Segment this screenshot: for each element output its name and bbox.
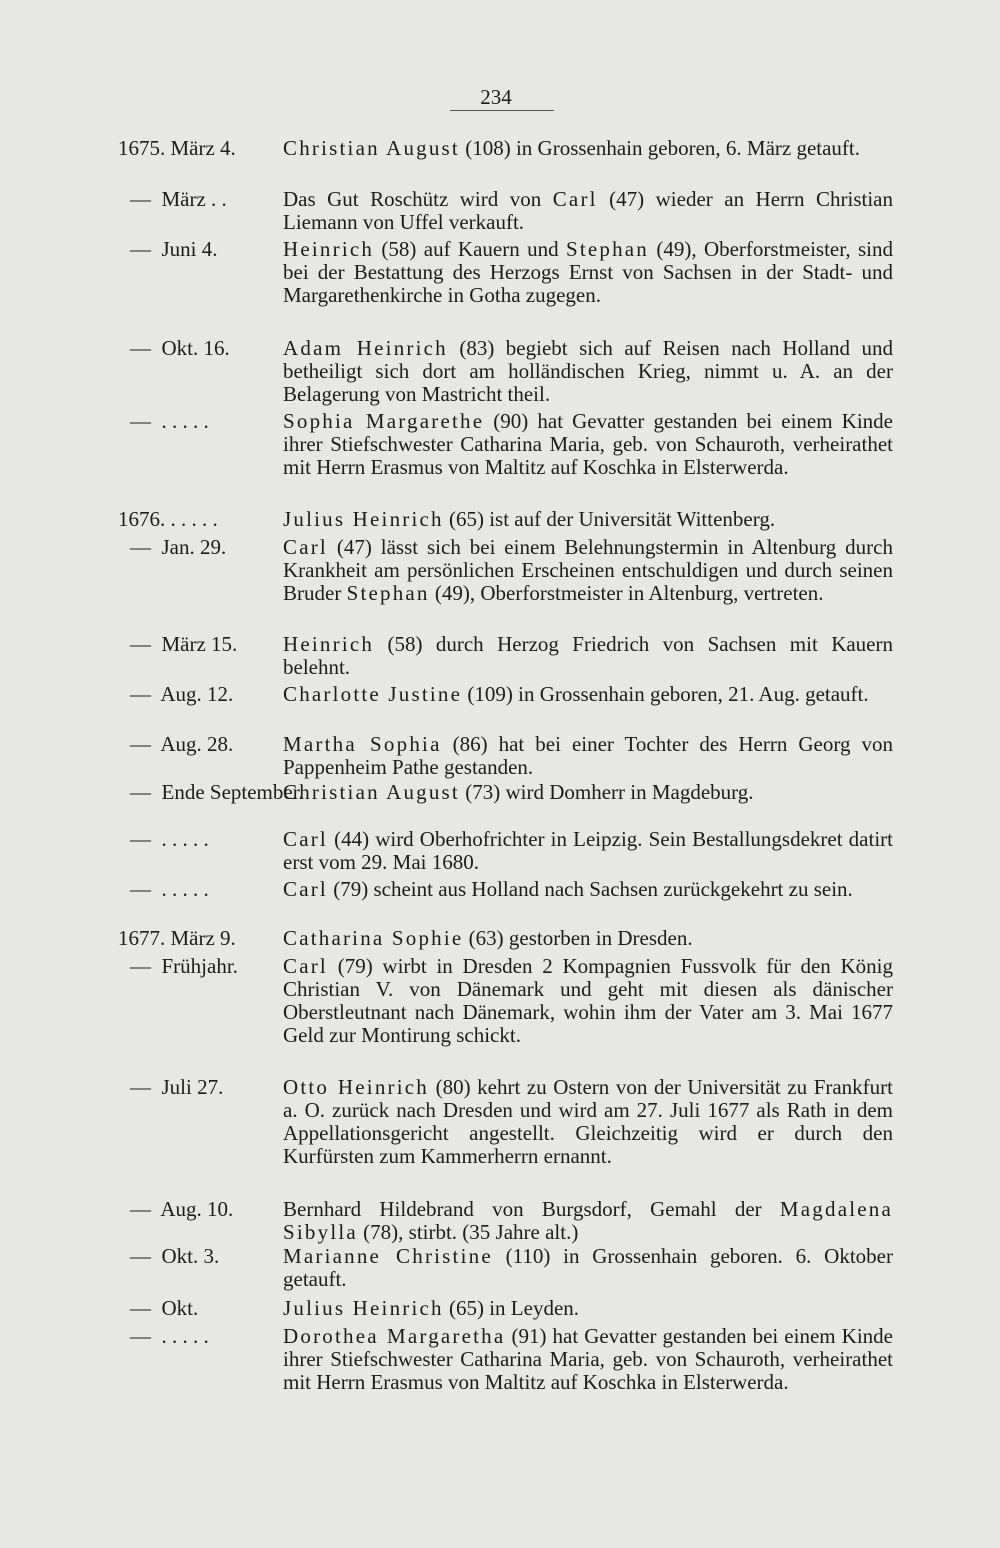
- entry-text: [283, 337, 893, 406]
- entry-text: [283, 683, 893, 706]
- entry-text: [283, 536, 893, 605]
- entry-text: [283, 188, 893, 234]
- entry-date: — Juni 4.: [130, 237, 218, 261]
- entry-date: 1677. März 9.: [118, 926, 236, 950]
- entry-text-run: (65) in Leyden.: [443, 1296, 580, 1320]
- entry-date: — Okt. 16.: [130, 336, 230, 360]
- entry-text-run: (109) in Grossenhain geboren, 21. Aug. getauft.: [462, 682, 869, 706]
- entry-date: — Okt. 3.: [130, 1244, 220, 1268]
- person-name: Stephan: [565, 237, 649, 261]
- entry-date: — Juli 27.: [130, 1075, 224, 1099]
- person-name: Julius Heinrich: [283, 507, 444, 531]
- entry-text: [283, 927, 893, 950]
- person-name: Christian August: [283, 780, 460, 804]
- person-name: Otto Heinrich: [283, 1075, 429, 1099]
- entry-text-run: (90) hat Gevatter gestanden bei einem Kinde ihrer Stiefschwester Catharina Maria, geb. von Schauroth, verheirathet mit Herrn Erasmus von Maltitz auf Koschka in Elsterwerda.: [283, 409, 893, 479]
- person-name: Stephan: [346, 581, 430, 605]
- entry-date: — . . . . .: [130, 1324, 209, 1348]
- person-name: Marianne Christine: [283, 1244, 493, 1268]
- entry-text-run: (91) hat Gevatter gestanden bei einem Kinde ihrer Stiefschwester Catharina Maria, geb. von Schauroth, verheirathet mit Herrn Erasmus von Maltitz auf Koschka in Elsterwerda.: [283, 1324, 893, 1394]
- entry-date: — . . . . .: [130, 877, 209, 901]
- entry-text: [283, 1076, 893, 1168]
- entry-text-run: (49), Oberforstmeister in Altenburg, vertreten.: [429, 581, 824, 605]
- person-name: Magdalena Sibylla: [283, 1197, 893, 1244]
- entry-date: — Ende September.: [130, 780, 304, 804]
- entry-text: [283, 1297, 893, 1320]
- person-name: Carl: [283, 954, 328, 978]
- entry-text: [283, 781, 893, 804]
- person-name: Carl: [283, 827, 328, 851]
- entry-date: — Aug. 12.: [130, 682, 234, 706]
- entry-text: [283, 1198, 893, 1244]
- person-name: Carl: [283, 877, 328, 901]
- person-name: Heinrich: [283, 632, 375, 656]
- person-name: Charlotte Justine: [283, 682, 463, 706]
- entry-text-run: (58) auf Kauern und: [374, 237, 566, 261]
- entry-text: [283, 828, 893, 874]
- entry-text-run: (73) wird Domherr in Magdeburg.: [459, 780, 754, 804]
- entry-text: [283, 238, 893, 307]
- entry-text: [283, 955, 893, 1047]
- page-number-rule: [450, 110, 554, 111]
- entry-text-run: (44) wird Oberhofrichter in Leipzig. Sein Bestallungsdekret datirt erst vom 29. Mai 1680.: [283, 827, 893, 874]
- entry-text-run: (58) durch Herzog Friedrich von Sachsen mit Kauern belehnt.: [283, 632, 893, 679]
- entry-text-run: (108) in Grossenhain geboren, 6. März getauft.: [459, 136, 861, 160]
- entry-date: — Okt.: [130, 1296, 199, 1320]
- entry-text: [283, 1245, 893, 1291]
- entry-text-run: (49), Oberforstmeister, sind bei der Bestattung des Herzogs Ernst von Sachsen in der Stadt- und Margarethenkirche in Gotha zugegen.: [283, 237, 893, 307]
- entry-date: — Aug. 10.: [130, 1197, 234, 1221]
- person-name: Catharina Sophie: [283, 926, 464, 950]
- entry-text-run: (83) begiebt sich auf Reisen nach Holland und betheiligt sich dort am holländischen Krieg, nimmt u. A. an der Belagerung von Mastricht theil.: [283, 336, 893, 406]
- entry-text-run: Das Gut Roschütz wird von: [283, 187, 553, 211]
- entry-text-run: (63) gestorben in Dresden.: [463, 926, 693, 950]
- entry-text-run: (47) lässt sich bei einem Belehnungstermin in Altenburg durch Krankheit am persönlichen Erscheinen entschuldigen und durch seinen Bruder: [283, 535, 893, 605]
- entry-date: — Frühjahr.: [130, 954, 238, 978]
- entry-date: 1676. . . . . .: [118, 507, 218, 531]
- entry-text-run: (65) ist auf der Universität Wittenberg.: [443, 507, 776, 531]
- person-name: Julius Heinrich: [283, 1296, 444, 1320]
- person-name: Martha Sophia: [283, 732, 442, 756]
- entry-text-run: (110) in Grossenhain geboren. 6. Oktober getauft.: [283, 1244, 893, 1291]
- entry-text-run: (79) wirbt in Dresden 2 Kompagnien Fussvolk für den König Christian V. von Dänemark und geht mit diesen als dänischer Oberstleutnant nach Dänemark, wohin ihm der Vater am 3. Mai 1677 Geld zur Montirung schickt.: [283, 954, 893, 1047]
- entry-text-run: (47) wieder an Herrn Christian Liemann von Uffel verkauft.: [283, 187, 893, 234]
- entry-text: [283, 137, 893, 160]
- person-name: Dorothea Margaretha: [283, 1324, 506, 1348]
- person-name: Heinrich: [283, 237, 375, 261]
- entry-date: — März . .: [130, 187, 227, 211]
- person-name: Carl: [552, 187, 598, 211]
- entry-text-run: (78), stirbt. (35 Jahre alt.): [357, 1220, 579, 1244]
- entry-date: 1675. März 4.: [118, 136, 236, 160]
- person-name: Sophia Margarethe: [283, 409, 485, 433]
- entry-text-run: (80) kehrt zu Ostern von der Universität zu Frankfurt a. O. zurück nach Dresden und wird am 27. Juli 1677 als Rath in dem Appellationsgericht angestellt. Gleichzeitig wird er durch den Kurfürsten zum Kammerherrn ernannt.: [283, 1075, 894, 1168]
- entry-text-run: Bernhard Hildebrand von Burgsdorf, Gemahl der: [283, 1197, 780, 1221]
- entry-date: — . . . . .: [130, 827, 209, 851]
- page-number: 234: [480, 85, 512, 109]
- entry-text: [283, 878, 893, 901]
- entry-date: — . . . . .: [130, 409, 209, 433]
- person-name: Christian August: [283, 136, 460, 160]
- entry-text-run: (79) scheint aus Holland nach Sachsen zurückgekehrt zu sein.: [327, 877, 853, 901]
- entry-text: [283, 508, 893, 531]
- person-name: Adam Heinrich: [283, 336, 448, 360]
- entry-text-run: (86) hat bei einer Tochter des Herrn Georg von Pappenheim Pathe gestanden.: [283, 732, 893, 779]
- entry-date: — Aug. 28.: [130, 732, 234, 756]
- entry-text: [283, 410, 893, 479]
- entry-date: — März 15.: [130, 632, 238, 656]
- person-name: Carl: [283, 535, 328, 559]
- entry-date: — Jan. 29.: [130, 535, 227, 559]
- entry-text: [283, 1325, 893, 1394]
- entry-text: [283, 633, 893, 679]
- entry-text: [283, 733, 893, 779]
